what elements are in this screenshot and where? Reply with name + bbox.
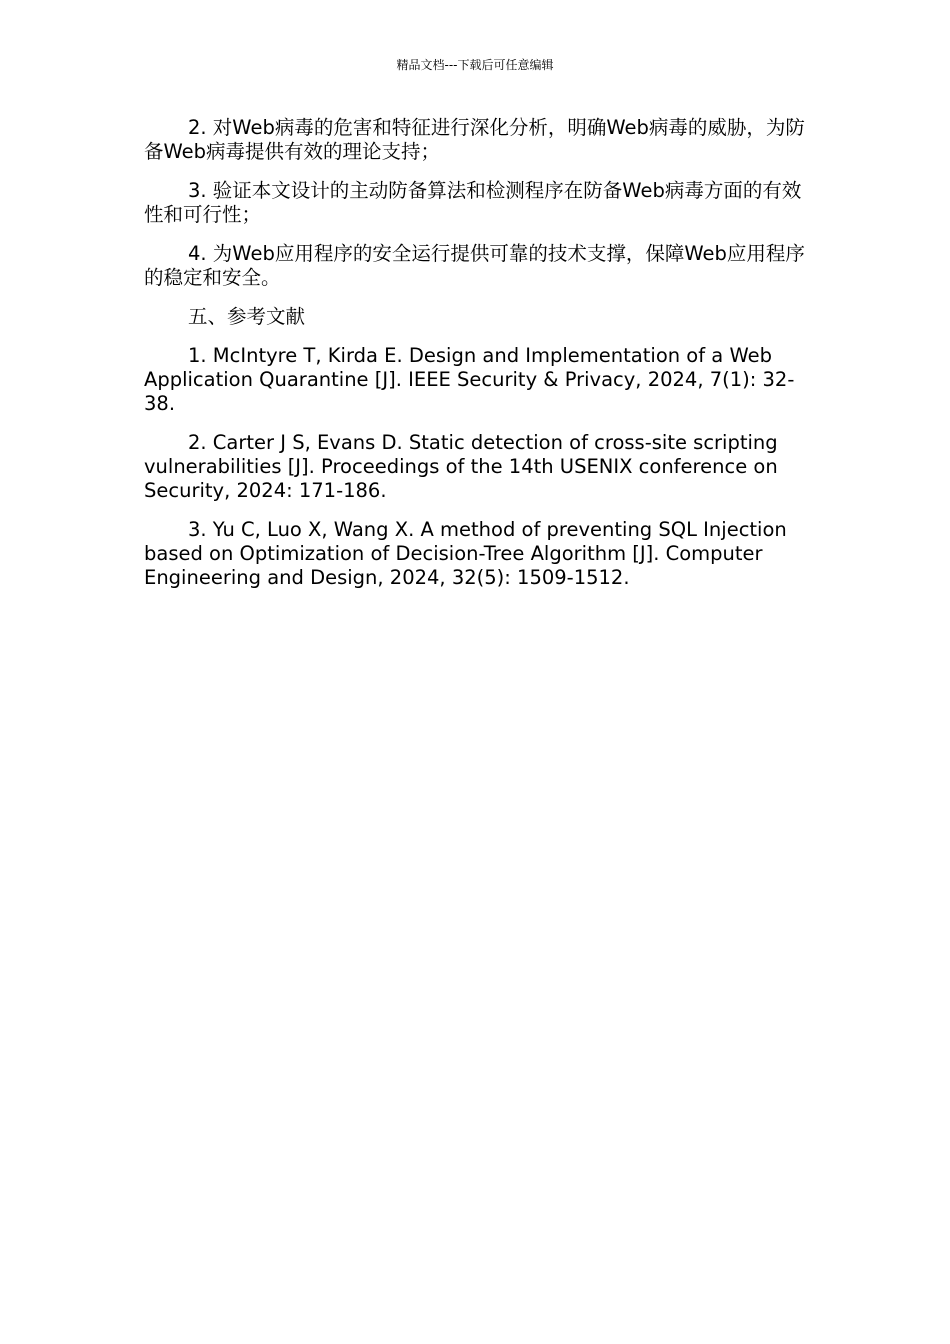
goal-paragraph-3: 3. 验证本文设计的主动防备算法和检测程序在防备Web病毒方面的有效性和可行性； (144, 179, 802, 226)
goal-paragraph-2: 2. 对Web病毒的危害和特征进行深化分析，明确Web病毒的威胁，为防备Web病毒提供有效的理论支持； (144, 116, 805, 163)
reference-item-2: 2. Carter J S, Evans D. Static detection of cross-site scripting vulnerabilities [J]. Proceedings of the 14th USENIX conference on Security, 2024: 171-186. (144, 431, 778, 502)
reference-item-1: 1. McIntyre T, Kirda E. Design and Implementation of a Web Application Quarantine [J]. IEEE Security & Privacy, 2024, 7(1): 32-38. (144, 344, 795, 415)
goal-paragraph-4: 4. 为Web应用程序的安全运行提供可靠的技术支撑，保障Web应用程序的稳定和安全。 (144, 242, 805, 289)
page-header: 精品文档---下载后可任意编辑 (396, 58, 554, 72)
document-body (144, 116, 814, 605)
section-title-references: 五、参考文献 (188, 305, 306, 328)
reference-item-3: 3. Yu C, Luo X, Wang X. A method of preventing SQL Injection based on Optimization of Decision-Tree Algorithm [J]. Computer Engineering and Design, 2024, 32(5): 1509-1512. (144, 518, 787, 589)
